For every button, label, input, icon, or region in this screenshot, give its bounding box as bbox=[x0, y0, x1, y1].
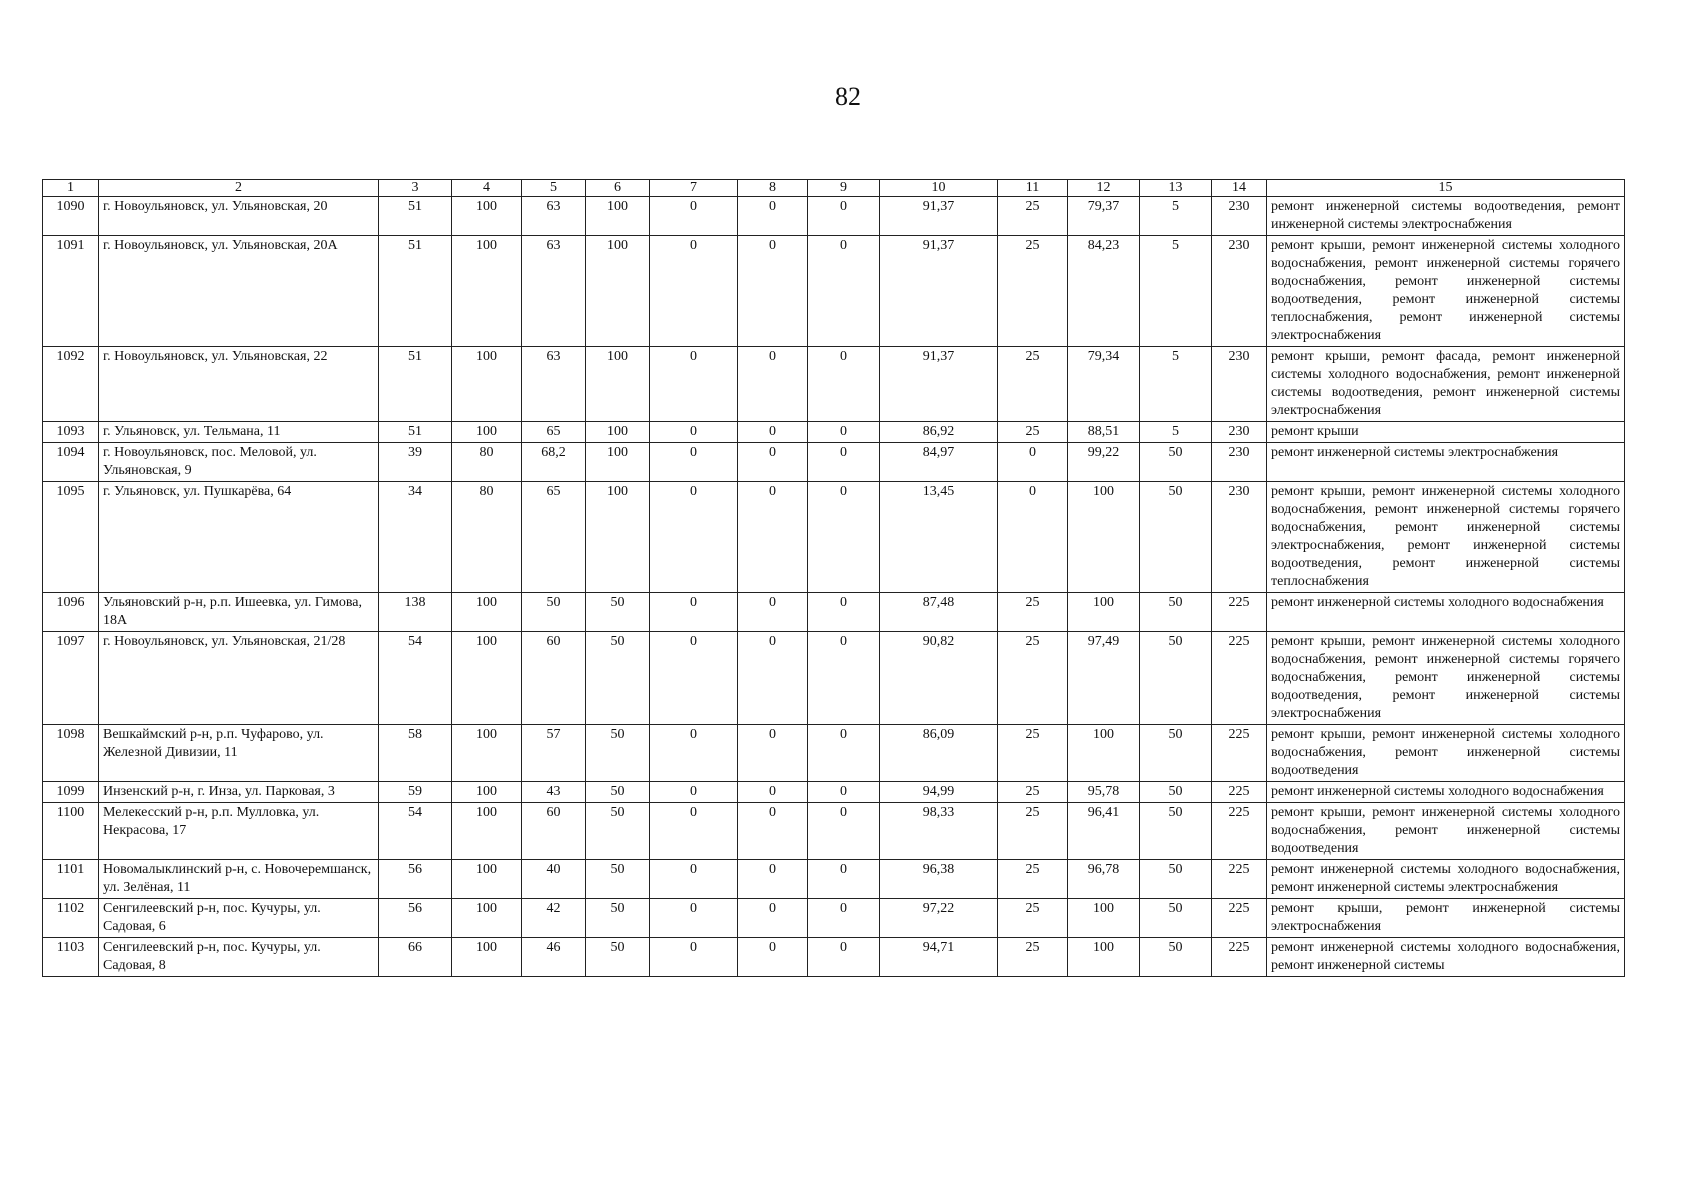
value-cell-c3: 51 bbox=[379, 197, 452, 236]
data-table bbox=[42, 179, 1625, 977]
column-header-14: 14 bbox=[1212, 180, 1267, 197]
value-cell-c5: 57 bbox=[522, 725, 586, 782]
address-cell: г. Новоульяновск, ул. Ульяновская, 21/28 bbox=[99, 632, 379, 725]
value-cell-c3: 59 bbox=[379, 782, 452, 803]
work-description-cell: ремонт крыши, ремонт фасада, ремонт инженерной системы холодного водоснабжения, ремонт инженерной системы водоотведения, ремонт инженерной системы электроснабжения bbox=[1267, 347, 1625, 422]
value-cell-c5: 50 bbox=[522, 593, 586, 632]
header-row bbox=[43, 180, 1625, 197]
value-cell-c12: 100 bbox=[1068, 899, 1140, 938]
value-cell-c14: 225 bbox=[1212, 803, 1267, 860]
value-cell-c4: 100 bbox=[452, 422, 522, 443]
value-cell-c12: 97,49 bbox=[1068, 632, 1140, 725]
value-cell-c3: 51 bbox=[379, 422, 452, 443]
row-number-cell: 1100 bbox=[43, 803, 99, 860]
value-cell-c5: 63 bbox=[522, 347, 586, 422]
table-row bbox=[43, 899, 1625, 938]
value-cell-c8: 0 bbox=[738, 782, 808, 803]
value-cell-c9: 0 bbox=[808, 443, 880, 482]
value-cell-c12: 99,22 bbox=[1068, 443, 1140, 482]
value-cell-c9: 0 bbox=[808, 938, 880, 977]
value-cell-c10: 91,37 bbox=[880, 197, 998, 236]
value-cell-c12: 88,51 bbox=[1068, 422, 1140, 443]
value-cell-c4: 100 bbox=[452, 782, 522, 803]
value-cell-c5: 43 bbox=[522, 782, 586, 803]
value-cell-c13: 5 bbox=[1140, 422, 1212, 443]
value-cell-c8: 0 bbox=[738, 236, 808, 347]
value-cell-c14: 225 bbox=[1212, 860, 1267, 899]
value-cell-c11: 25 bbox=[998, 725, 1068, 782]
table-row bbox=[43, 860, 1625, 899]
value-cell-c12: 100 bbox=[1068, 938, 1140, 977]
value-cell-c11: 25 bbox=[998, 347, 1068, 422]
value-cell-c6: 50 bbox=[586, 860, 650, 899]
value-cell-c4: 100 bbox=[452, 725, 522, 782]
row-number-cell: 1096 bbox=[43, 593, 99, 632]
table-row bbox=[43, 236, 1625, 347]
value-cell-c9: 0 bbox=[808, 860, 880, 899]
value-cell-c14: 225 bbox=[1212, 782, 1267, 803]
value-cell-c9: 0 bbox=[808, 725, 880, 782]
value-cell-c3: 34 bbox=[379, 482, 452, 593]
value-cell-c11: 25 bbox=[998, 632, 1068, 725]
value-cell-c7: 0 bbox=[650, 860, 738, 899]
value-cell-c6: 50 bbox=[586, 938, 650, 977]
column-header-6: 6 bbox=[586, 180, 650, 197]
value-cell-c12: 100 bbox=[1068, 725, 1140, 782]
value-cell-c12: 84,23 bbox=[1068, 236, 1140, 347]
value-cell-c6: 100 bbox=[586, 443, 650, 482]
work-description-cell: ремонт крыши, ремонт инженерной системы холодного водоснабжения, ремонт инженерной системы горячего водоснабжения, ремонт инженерной системы водоотведения, ремонт инженерной системы электроснабжения bbox=[1267, 632, 1625, 725]
value-cell-c12: 100 bbox=[1068, 593, 1140, 632]
value-cell-c13: 5 bbox=[1140, 236, 1212, 347]
work-description-cell: ремонт инженерной системы холодного водоснабжения, ремонт инженерной системы электроснабжения bbox=[1267, 860, 1625, 899]
value-cell-c4: 100 bbox=[452, 860, 522, 899]
value-cell-c13: 50 bbox=[1140, 899, 1212, 938]
value-cell-c11: 25 bbox=[998, 593, 1068, 632]
value-cell-c7: 0 bbox=[650, 593, 738, 632]
value-cell-c4: 80 bbox=[452, 482, 522, 593]
value-cell-c14: 230 bbox=[1212, 443, 1267, 482]
value-cell-c3: 56 bbox=[379, 860, 452, 899]
row-number-cell: 1099 bbox=[43, 782, 99, 803]
value-cell-c11: 25 bbox=[998, 422, 1068, 443]
value-cell-c11: 25 bbox=[998, 236, 1068, 347]
value-cell-c10: 13,45 bbox=[880, 482, 998, 593]
address-cell: г. Новоульяновск, ул. Ульяновская, 22 bbox=[99, 347, 379, 422]
value-cell-c6: 100 bbox=[586, 482, 650, 593]
table-row bbox=[43, 803, 1625, 860]
value-cell-c9: 0 bbox=[808, 782, 880, 803]
table-row bbox=[43, 725, 1625, 782]
value-cell-c13: 50 bbox=[1140, 938, 1212, 977]
table-row bbox=[43, 422, 1625, 443]
value-cell-c3: 51 bbox=[379, 347, 452, 422]
value-cell-c9: 0 bbox=[808, 236, 880, 347]
value-cell-c14: 225 bbox=[1212, 632, 1267, 725]
work-description-cell: ремонт инженерной системы холодного водоснабжения bbox=[1267, 593, 1625, 632]
value-cell-c10: 90,82 bbox=[880, 632, 998, 725]
work-description-cell: ремонт крыши, ремонт инженерной системы холодного водоснабжения, ремонт инженерной системы водоотведения bbox=[1267, 803, 1625, 860]
value-cell-c7: 0 bbox=[650, 782, 738, 803]
value-cell-c3: 54 bbox=[379, 632, 452, 725]
value-cell-c14: 225 bbox=[1212, 593, 1267, 632]
value-cell-c5: 65 bbox=[522, 482, 586, 593]
value-cell-c4: 100 bbox=[452, 938, 522, 977]
value-cell-c14: 225 bbox=[1212, 938, 1267, 977]
row-number-cell: 1093 bbox=[43, 422, 99, 443]
page-number: 82 bbox=[835, 82, 861, 111]
value-cell-c6: 50 bbox=[586, 725, 650, 782]
column-header-8: 8 bbox=[738, 180, 808, 197]
address-cell: г. Ульяновск, ул. Пушкарёва, 64 bbox=[99, 482, 379, 593]
value-cell-c8: 0 bbox=[738, 725, 808, 782]
value-cell-c3: 58 bbox=[379, 725, 452, 782]
value-cell-c12: 79,37 bbox=[1068, 197, 1140, 236]
address-cell: Вешкаймский р-н, р.п. Чуфарово, ул. Железной Дивизии, 11 bbox=[99, 725, 379, 782]
address-cell: г. Новоульяновск, ул. Ульяновская, 20 bbox=[99, 197, 379, 236]
value-cell-c9: 0 bbox=[808, 632, 880, 725]
column-header-3: 3 bbox=[379, 180, 452, 197]
address-cell: Сенгилеевский р-н, пос. Кучуры, ул. Садовая, 6 bbox=[99, 899, 379, 938]
value-cell-c10: 86,92 bbox=[880, 422, 998, 443]
value-cell-c7: 0 bbox=[650, 197, 738, 236]
value-cell-c9: 0 bbox=[808, 593, 880, 632]
value-cell-c6: 100 bbox=[586, 236, 650, 347]
column-header-12: 12 bbox=[1068, 180, 1140, 197]
value-cell-c6: 100 bbox=[586, 347, 650, 422]
value-cell-c13: 50 bbox=[1140, 482, 1212, 593]
value-cell-c11: 25 bbox=[998, 803, 1068, 860]
value-cell-c5: 40 bbox=[522, 860, 586, 899]
work-description-cell: ремонт инженерной системы холодного водоснабжения bbox=[1267, 782, 1625, 803]
row-number-cell: 1102 bbox=[43, 899, 99, 938]
value-cell-c14: 230 bbox=[1212, 236, 1267, 347]
address-cell: г. Новоульяновск, ул. Ульяновская, 20А bbox=[99, 236, 379, 347]
value-cell-c5: 60 bbox=[522, 632, 586, 725]
value-cell-c6: 50 bbox=[586, 899, 650, 938]
address-cell: Новомалыклинский р-н, с. Новочеремшанск, ул. Зелёная, 11 bbox=[99, 860, 379, 899]
value-cell-c6: 100 bbox=[586, 197, 650, 236]
column-header-13: 13 bbox=[1140, 180, 1212, 197]
value-cell-c14: 230 bbox=[1212, 482, 1267, 593]
value-cell-c8: 0 bbox=[738, 860, 808, 899]
value-cell-c11: 25 bbox=[998, 197, 1068, 236]
value-cell-c6: 50 bbox=[586, 632, 650, 725]
value-cell-c5: 65 bbox=[522, 422, 586, 443]
value-cell-c13: 5 bbox=[1140, 347, 1212, 422]
table-row bbox=[43, 938, 1625, 977]
value-cell-c13: 50 bbox=[1140, 860, 1212, 899]
value-cell-c12: 96,78 bbox=[1068, 860, 1140, 899]
value-cell-c14: 230 bbox=[1212, 197, 1267, 236]
value-cell-c8: 0 bbox=[738, 899, 808, 938]
value-cell-c7: 0 bbox=[650, 632, 738, 725]
value-cell-c13: 50 bbox=[1140, 632, 1212, 725]
table-row bbox=[43, 482, 1625, 593]
value-cell-c3: 66 bbox=[379, 938, 452, 977]
column-header-5: 5 bbox=[522, 180, 586, 197]
row-number-cell: 1098 bbox=[43, 725, 99, 782]
value-cell-c7: 0 bbox=[650, 236, 738, 347]
table-row bbox=[43, 632, 1625, 725]
value-cell-c4: 100 bbox=[452, 632, 522, 725]
value-cell-c13: 50 bbox=[1140, 593, 1212, 632]
address-cell: Ульяновский р-н, р.п. Ишеевка, ул. Гимова, 18А bbox=[99, 593, 379, 632]
value-cell-c5: 63 bbox=[522, 197, 586, 236]
value-cell-c7: 0 bbox=[650, 899, 738, 938]
value-cell-c12: 96,41 bbox=[1068, 803, 1140, 860]
row-number-cell: 1095 bbox=[43, 482, 99, 593]
work-description-cell: ремонт инженерной системы холодного водоснабжения, ремонт инженерной системы bbox=[1267, 938, 1625, 977]
value-cell-c8: 0 bbox=[738, 197, 808, 236]
table-row bbox=[43, 593, 1625, 632]
value-cell-c12: 95,78 bbox=[1068, 782, 1140, 803]
value-cell-c4: 100 bbox=[452, 803, 522, 860]
value-cell-c10: 94,71 bbox=[880, 938, 998, 977]
row-number-cell: 1092 bbox=[43, 347, 99, 422]
value-cell-c8: 0 bbox=[738, 422, 808, 443]
value-cell-c10: 91,37 bbox=[880, 347, 998, 422]
value-cell-c9: 0 bbox=[808, 899, 880, 938]
value-cell-c13: 50 bbox=[1140, 725, 1212, 782]
table-row bbox=[43, 443, 1625, 482]
value-cell-c5: 42 bbox=[522, 899, 586, 938]
value-cell-c10: 98,33 bbox=[880, 803, 998, 860]
value-cell-c4: 100 bbox=[452, 899, 522, 938]
value-cell-c8: 0 bbox=[738, 482, 808, 593]
value-cell-c8: 0 bbox=[738, 443, 808, 482]
value-cell-c10: 87,48 bbox=[880, 593, 998, 632]
value-cell-c4: 100 bbox=[452, 236, 522, 347]
table-row bbox=[43, 782, 1625, 803]
work-description-cell: ремонт крыши, ремонт инженерной системы электроснабжения bbox=[1267, 899, 1625, 938]
value-cell-c8: 0 bbox=[738, 803, 808, 860]
value-cell-c10: 96,38 bbox=[880, 860, 998, 899]
column-header-10: 10 bbox=[880, 180, 998, 197]
value-cell-c8: 0 bbox=[738, 632, 808, 725]
column-header-1: 1 bbox=[43, 180, 99, 197]
column-header-2: 2 bbox=[99, 180, 379, 197]
address-cell: г. Ульяновск, ул. Тельмана, 11 bbox=[99, 422, 379, 443]
value-cell-c8: 0 bbox=[738, 593, 808, 632]
value-cell-c6: 50 bbox=[586, 782, 650, 803]
value-cell-c10: 84,97 bbox=[880, 443, 998, 482]
value-cell-c10: 94,99 bbox=[880, 782, 998, 803]
value-cell-c11: 25 bbox=[998, 938, 1068, 977]
value-cell-c3: 51 bbox=[379, 236, 452, 347]
address-cell: г. Новоульяновск, пос. Меловой, ул. Ульяновская, 9 bbox=[99, 443, 379, 482]
value-cell-c4: 100 bbox=[452, 347, 522, 422]
work-description-cell: ремонт инженерной системы водоотведения, ремонт инженерной системы электроснабжения bbox=[1267, 197, 1625, 236]
value-cell-c14: 230 bbox=[1212, 422, 1267, 443]
column-header-7: 7 bbox=[650, 180, 738, 197]
value-cell-c14: 225 bbox=[1212, 725, 1267, 782]
value-cell-c6: 50 bbox=[586, 803, 650, 860]
row-number-cell: 1090 bbox=[43, 197, 99, 236]
value-cell-c4: 80 bbox=[452, 443, 522, 482]
value-cell-c4: 100 bbox=[452, 593, 522, 632]
value-cell-c11: 0 bbox=[998, 443, 1068, 482]
work-description-cell: ремонт крыши, ремонт инженерной системы холодного водоснабжения, ремонт инженерной системы горячего водоснабжения, ремонт инженерной системы электроснабжения, ремонт инженерной системы водоотведения, ремонт инженерной системы теплоснабжения bbox=[1267, 482, 1625, 593]
value-cell-c8: 0 bbox=[738, 347, 808, 422]
value-cell-c7: 0 bbox=[650, 725, 738, 782]
value-cell-c9: 0 bbox=[808, 803, 880, 860]
value-cell-c7: 0 bbox=[650, 443, 738, 482]
value-cell-c3: 56 bbox=[379, 899, 452, 938]
value-cell-c13: 5 bbox=[1140, 197, 1212, 236]
row-number-cell: 1097 bbox=[43, 632, 99, 725]
table-row bbox=[43, 347, 1625, 422]
row-number-cell: 1103 bbox=[43, 938, 99, 977]
value-cell-c13: 50 bbox=[1140, 803, 1212, 860]
address-cell: Сенгилеевский р-н, пос. Кучуры, ул. Садовая, 8 bbox=[99, 938, 379, 977]
value-cell-c13: 50 bbox=[1140, 782, 1212, 803]
value-cell-c5: 68,2 bbox=[522, 443, 586, 482]
value-cell-c3: 54 bbox=[379, 803, 452, 860]
value-cell-c14: 230 bbox=[1212, 347, 1267, 422]
value-cell-c3: 138 bbox=[379, 593, 452, 632]
value-cell-c9: 0 bbox=[808, 422, 880, 443]
value-cell-c5: 60 bbox=[522, 803, 586, 860]
value-cell-c9: 0 bbox=[808, 197, 880, 236]
value-cell-c10: 86,09 bbox=[880, 725, 998, 782]
row-number-cell: 1091 bbox=[43, 236, 99, 347]
column-header-15: 15 bbox=[1267, 180, 1625, 197]
work-description-cell: ремонт крыши, ремонт инженерной системы холодного водоснабжения, ремонт инженерной системы водоотведения bbox=[1267, 725, 1625, 782]
value-cell-c7: 0 bbox=[650, 347, 738, 422]
table-row bbox=[43, 197, 1625, 236]
column-header-4: 4 bbox=[452, 180, 522, 197]
value-cell-c12: 100 bbox=[1068, 482, 1140, 593]
work-description-cell: ремонт инженерной системы электроснабжения bbox=[1267, 443, 1625, 482]
value-cell-c7: 0 bbox=[650, 938, 738, 977]
column-header-9: 9 bbox=[808, 180, 880, 197]
value-cell-c6: 50 bbox=[586, 593, 650, 632]
value-cell-c9: 0 bbox=[808, 347, 880, 422]
row-number-cell: 1094 bbox=[43, 443, 99, 482]
value-cell-c4: 100 bbox=[452, 197, 522, 236]
value-cell-c3: 39 bbox=[379, 443, 452, 482]
value-cell-c7: 0 bbox=[650, 803, 738, 860]
column-header-11: 11 bbox=[998, 180, 1068, 197]
value-cell-c11: 25 bbox=[998, 782, 1068, 803]
value-cell-c11: 0 bbox=[998, 482, 1068, 593]
work-description-cell: ремонт крыши, ремонт инженерной системы холодного водоснабжения, ремонт инженерной системы горячего водоснабжения, ремонт инженерной системы водоотведения, ремонт инженерной системы теплоснабжения, ремонт инженерной системы электроснабжения bbox=[1267, 236, 1625, 347]
value-cell-c7: 0 bbox=[650, 422, 738, 443]
value-cell-c10: 97,22 bbox=[880, 899, 998, 938]
value-cell-c13: 50 bbox=[1140, 443, 1212, 482]
value-cell-c8: 0 bbox=[738, 938, 808, 977]
value-cell-c11: 25 bbox=[998, 899, 1068, 938]
value-cell-c5: 46 bbox=[522, 938, 586, 977]
value-cell-c10: 91,37 bbox=[880, 236, 998, 347]
value-cell-c5: 63 bbox=[522, 236, 586, 347]
address-cell: Мелекесский р-н, р.п. Мулловка, ул. Некрасова, 17 bbox=[99, 803, 379, 860]
address-cell: Инзенский р-н, г. Инза, ул. Парковая, 3 bbox=[99, 782, 379, 803]
value-cell-c14: 225 bbox=[1212, 899, 1267, 938]
row-number-cell: 1101 bbox=[43, 860, 99, 899]
work-description-cell: ремонт крыши bbox=[1267, 422, 1625, 443]
value-cell-c12: 79,34 bbox=[1068, 347, 1140, 422]
value-cell-c11: 25 bbox=[998, 860, 1068, 899]
value-cell-c9: 0 bbox=[808, 482, 880, 593]
value-cell-c6: 100 bbox=[586, 422, 650, 443]
value-cell-c7: 0 bbox=[650, 482, 738, 593]
